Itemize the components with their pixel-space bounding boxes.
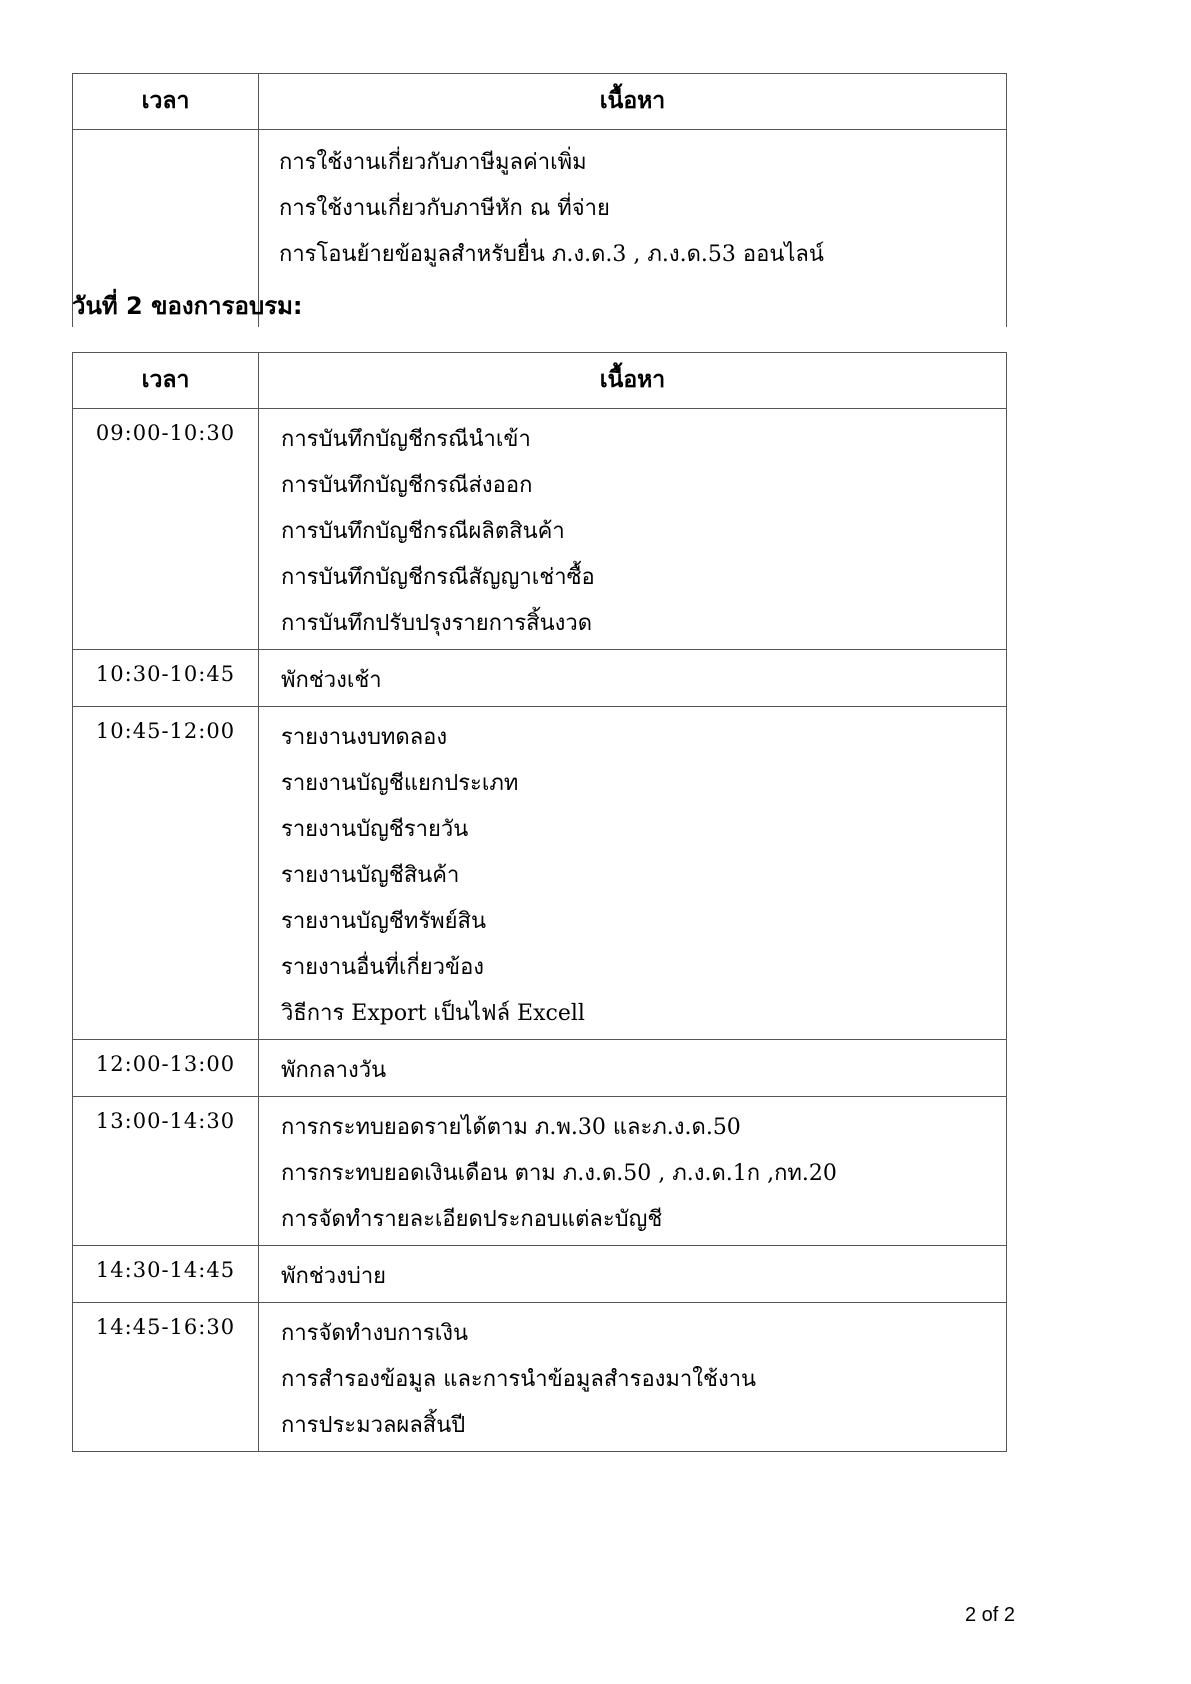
topic-item: การประมวลผลสิ้นปี xyxy=(281,1413,466,1438)
header-time: เวลา xyxy=(73,74,259,130)
table-row xyxy=(73,1303,1007,1452)
topic-item: พักช่วงเช้า xyxy=(281,668,382,693)
topic-item: รายงานงบทดลอง xyxy=(281,725,448,750)
topic-item: การบันทึกบัญชีกรณีส่งออก xyxy=(281,473,533,498)
content-cell xyxy=(259,707,1007,1040)
table-row xyxy=(73,650,1007,707)
header-time: เวลา xyxy=(73,353,259,409)
topic-item: การโอนย้ายข้อมูลสำหรับยื่น ภ.ง.ด.3 , ภ.ง.ด.53 ออนไลน์ xyxy=(279,242,824,267)
topic-item: การกระทบยอดเงินเดือน ตาม ภ.ง.ด.50 , ภ.ง.ด.1ก ,กท.20 xyxy=(281,1161,837,1186)
time-cell: 10:30-10:45 xyxy=(73,650,259,707)
content-cell xyxy=(259,409,1007,650)
topic-item: พักช่วงบ่าย xyxy=(281,1264,387,1289)
time-cell: 12:00-13:00 xyxy=(73,1040,259,1097)
header-content: เนื้อหา xyxy=(259,353,1007,409)
time-cell: 14:30-14:45 xyxy=(73,1246,259,1303)
day2-heading: วันที่ 2 ของการอบรม: xyxy=(72,292,303,320)
schedule-table-day2 xyxy=(72,352,1007,1452)
time-cell: 09:00-10:30 xyxy=(73,409,259,650)
topic-item: การใช้งานเกี่ยวกับภาษีหัก ณ ที่จ่าย xyxy=(279,196,610,221)
time-cell: 14:45-16:30 xyxy=(73,1303,259,1452)
time-cell: 10:45-12:00 xyxy=(73,707,259,1040)
topic-item: รายงานบัญชีแยกประเภท xyxy=(281,771,519,796)
topic-item: การสำรองข้อมูล และการนำข้อมูลสำรองมาใช้งาน xyxy=(281,1367,757,1392)
header-content: เนื้อหา xyxy=(259,74,1007,130)
content-cell xyxy=(259,130,1007,328)
topic-item: รายงานบัญชีทรัพย์สิน xyxy=(281,909,487,934)
content-cell xyxy=(259,650,1007,707)
topic-item: การกระทบยอดรายได้ตาม ภ.พ.30 และภ.ง.ด.50 xyxy=(281,1115,741,1140)
topic-item: การบันทึกบัญชีกรณีผลิตสินค้า xyxy=(281,519,565,544)
table-row xyxy=(73,1246,1007,1303)
topic-item: พักกลางวัน xyxy=(281,1058,387,1083)
time-cell: 13:00-14:30 xyxy=(73,1097,259,1246)
topic-item: การบันทึกปรับปรุงรายการสิ้นงวด xyxy=(281,611,592,636)
topic-item: การจัดทำรายละเอียดประกอบแต่ละบัญชี xyxy=(281,1207,663,1232)
content-cell xyxy=(259,1097,1007,1246)
topic-item: รายงานอื่นที่เกี่ยวข้อง xyxy=(281,955,485,980)
table-header-row xyxy=(73,353,1007,409)
topic-item: วิธีการ Export เป็นไฟล์ Excell xyxy=(281,1001,585,1026)
topic-item: การบันทึกบัญชีกรณีนำเข้า xyxy=(281,427,531,452)
topic-item: การใช้งานเกี่ยวกับภาษีมูลค่าเพิ่ม xyxy=(279,150,587,175)
table-row xyxy=(73,409,1007,650)
table-row xyxy=(73,707,1007,1040)
topic-item: รายงานบัญชีสินค้า xyxy=(281,863,460,888)
page-number: 2 of 2 xyxy=(965,1604,1016,1626)
table-header-row xyxy=(73,74,1007,130)
table-row xyxy=(73,1097,1007,1246)
table-row xyxy=(73,1040,1007,1097)
content-cell xyxy=(259,1303,1007,1452)
topic-item: การจัดทำงบการเงิน xyxy=(281,1321,469,1346)
content-cell xyxy=(259,1246,1007,1303)
content-cell xyxy=(259,1040,1007,1097)
topic-item: การบันทึกบัญชีกรณีสัญญาเช่าซื้อ xyxy=(281,565,595,590)
topic-item: รายงานบัญชีรายวัน xyxy=(281,817,469,842)
